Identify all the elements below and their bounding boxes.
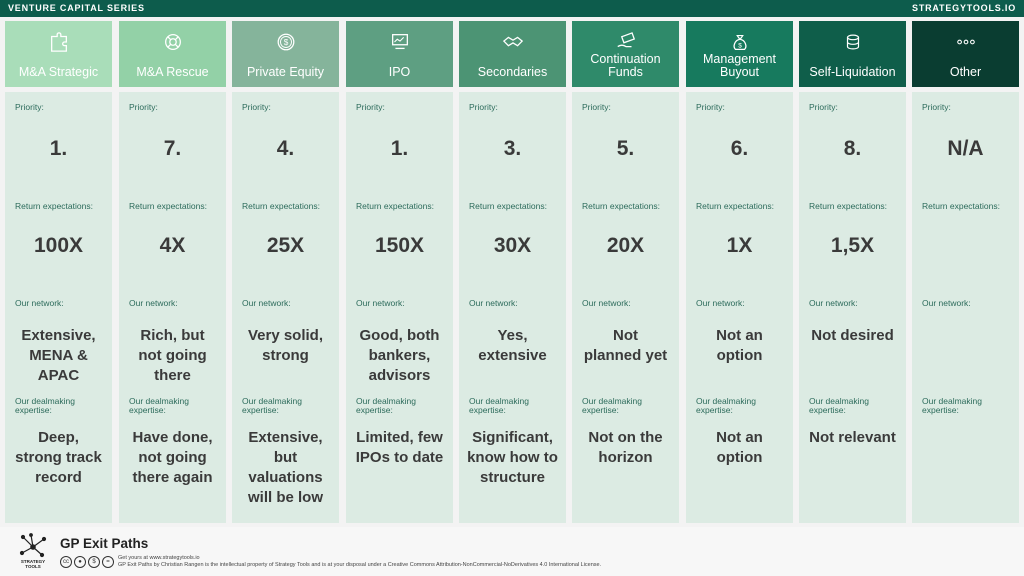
cc-license-icons <box>60 556 114 568</box>
expertise-text: but <box>273 449 298 466</box>
svg-text:$: $ <box>283 38 288 48</box>
priority-label: Priority: <box>356 102 385 112</box>
priority-value: 6. <box>730 137 749 160</box>
column-title <box>346 66 453 79</box>
column-body <box>572 92 679 523</box>
expertise-text: not going <box>138 449 207 466</box>
column-header <box>5 21 112 87</box>
expertise-text: strong track <box>15 449 102 466</box>
priority-value: 1. <box>390 137 409 160</box>
return-label: Return expectations: <box>922 201 1000 211</box>
stock-screen-icon <box>346 31 453 53</box>
svg-text:STRATEGY: STRATEGY <box>20 559 46 564</box>
network-label: Our network: <box>129 298 178 308</box>
exit-path-column <box>686 21 793 466</box>
network-text: Not desired <box>811 327 894 344</box>
column-title-line: Private Equity <box>246 65 325 79</box>
expertise-text: valuations <box>248 469 323 486</box>
column-title-line: Buyout <box>720 65 759 79</box>
priority-label: Priority: <box>809 102 838 112</box>
return-label: Return expectations: <box>242 201 320 211</box>
return-label: Return expectations: <box>696 201 774 211</box>
column-header <box>572 21 679 87</box>
column-title-line: Continuation <box>590 52 661 66</box>
priority-label: Priority: <box>582 102 611 112</box>
priority-label: Priority: <box>15 102 44 112</box>
expertise-label: Our dealmaking <box>129 396 190 406</box>
column-title <box>912 66 1019 79</box>
priority-value: 3. <box>503 137 522 160</box>
return-value: 1,5X <box>830 234 875 257</box>
priority-value: N/A <box>947 137 984 160</box>
column-body <box>912 92 1019 523</box>
network-text: APAC <box>37 367 80 384</box>
expertise-label: expertise: <box>356 405 393 415</box>
column-title-line: IPO <box>388 65 411 79</box>
expertise-text: Not on the <box>588 429 663 446</box>
column-body <box>232 92 339 523</box>
expertise-text: know how to <box>467 449 558 466</box>
column-body <box>459 92 566 523</box>
website-label: STRATEGYTOOLS.IO <box>912 3 1016 13</box>
priority-label: Priority: <box>469 102 498 112</box>
handshake-icon <box>459 31 566 53</box>
exit-path-column <box>232 21 339 506</box>
return-value: 20X <box>606 234 645 257</box>
column-body <box>346 92 453 523</box>
column-body <box>686 92 793 523</box>
network-text: extensive <box>478 347 547 364</box>
by-icon: ● <box>74 556 86 568</box>
network-text: there <box>154 367 191 384</box>
dots-icon <box>912 31 1019 53</box>
coin-icon <box>232 31 339 53</box>
network-text: bankers, <box>368 347 431 364</box>
network-text: Yes, <box>497 327 528 344</box>
network-text: Extensive, <box>21 327 96 344</box>
column-title-line: Funds <box>608 65 643 79</box>
expertise-text: Limited, few <box>356 429 443 446</box>
svg-text:TOOLS: TOOLS <box>25 564 41 569</box>
network-text: not going <box>138 347 207 364</box>
footer-title: GP Exit Paths <box>60 536 149 551</box>
strategy-tools-logo <box>18 533 48 569</box>
network-text: strong <box>262 347 309 364</box>
priority-label: Priority: <box>129 102 158 112</box>
expertise-label: expertise: <box>809 405 846 415</box>
network-text: Not <box>613 327 638 344</box>
priority-label: Priority: <box>242 102 271 112</box>
exit-path-column <box>459 21 566 486</box>
expertise-label: Our dealmaking <box>582 396 643 406</box>
expertise-label: expertise: <box>696 405 733 415</box>
column-title <box>799 66 906 79</box>
priority-value: 1. <box>49 137 68 160</box>
exit-path-column <box>799 21 906 446</box>
top-bar <box>0 0 1024 17</box>
network-text: planned yet <box>583 347 668 364</box>
network-label: Our network: <box>356 298 405 308</box>
coin-stack-icon <box>799 31 906 53</box>
exit-path-column <box>5 21 112 486</box>
network-text: Good, both <box>359 327 440 344</box>
expertise-text: Significant, <box>472 429 553 446</box>
return-label: Return expectations: <box>15 201 93 211</box>
network-text: MENA & <box>29 347 88 364</box>
network-label: Our network: <box>582 298 631 308</box>
column-title <box>572 53 679 79</box>
return-value: 150X <box>374 234 425 257</box>
column-title-line: Other <box>949 65 982 79</box>
priority-value: 4. <box>276 137 295 160</box>
column-body <box>119 92 226 523</box>
column-header <box>799 21 906 87</box>
series-label: VENTURE CAPITAL SERIES <box>8 3 145 13</box>
network-label: Our network: <box>696 298 745 308</box>
return-value: 1X <box>726 234 753 257</box>
expertise-text: option <box>716 449 763 466</box>
network-text: advisors <box>368 367 431 384</box>
column-header <box>912 21 1019 87</box>
expertise-label: expertise: <box>469 405 506 415</box>
expertise-label: Our dealmaking <box>242 396 303 406</box>
expertise-text: record <box>35 469 82 486</box>
return-label: Return expectations: <box>129 201 207 211</box>
network-text: Not an <box>716 327 763 344</box>
exit-path-column <box>572 21 679 466</box>
svg-text:$: $ <box>737 42 742 50</box>
puzzle-icon <box>5 31 112 53</box>
network-label: Our network: <box>809 298 858 308</box>
exit-path-column <box>119 21 226 486</box>
footer <box>0 527 1024 576</box>
network-label: Our network: <box>15 298 64 308</box>
column-title <box>232 66 339 79</box>
column-title <box>686 53 793 79</box>
return-label: Return expectations: <box>582 201 660 211</box>
expertise-label: expertise: <box>242 405 279 415</box>
return-value: 4X <box>159 234 186 257</box>
network-text: option <box>716 347 763 364</box>
expertise-label: Our dealmaking <box>15 396 76 406</box>
nc-icon: $ <box>88 556 100 568</box>
footer-line-1: Get yours at www.strategytools.io <box>118 555 200 561</box>
column-title-line: Secondaries <box>477 65 548 79</box>
nd-icon: = <box>102 556 114 568</box>
expertise-text: structure <box>479 469 546 486</box>
expertise-text: horizon <box>598 449 653 466</box>
money-bag-icon <box>686 31 793 53</box>
return-label: Return expectations: <box>356 201 434 211</box>
column-title-line: Self-Liquidation <box>809 65 896 79</box>
column-header <box>346 21 453 87</box>
expertise-text: Not an <box>716 429 763 446</box>
column-body <box>799 92 906 523</box>
expertise-text: IPOs to date <box>355 449 444 466</box>
return-value: 30X <box>493 234 532 257</box>
column-title-line: Management <box>703 52 776 66</box>
expertise-text: Not relevant <box>809 429 896 446</box>
priority-value: 7. <box>163 137 182 160</box>
expertise-label: Our dealmaking <box>696 396 757 406</box>
lifebuoy-icon <box>119 31 226 53</box>
priority-label: Priority: <box>696 102 725 112</box>
priority-value: 5. <box>616 137 635 160</box>
network-label: Our network: <box>242 298 291 308</box>
expertise-label: Our dealmaking <box>809 396 870 406</box>
expertise-label: expertise: <box>15 405 52 415</box>
expertise-label: Our dealmaking <box>922 396 983 406</box>
expertise-label: expertise: <box>922 405 959 415</box>
exit-path-column <box>346 21 453 466</box>
column-header <box>232 21 339 87</box>
expertise-text: will be low <box>247 489 323 506</box>
column-header <box>459 21 566 87</box>
expertise-text: Extensive, <box>248 429 323 446</box>
expertise-label: expertise: <box>582 405 619 415</box>
column-title-line: M&A Rescue <box>136 65 209 79</box>
column-title-line: M&A Strategic <box>18 65 99 79</box>
footer-line-2: GP Exit Paths by Christian Rangen is the intellectual property of Strategy Tools and is at your disposal under a Creative Commons Attribution-NonCommercial-NoDerivatives 4.0 International License. <box>118 562 602 568</box>
return-value: 100X <box>33 234 84 257</box>
column-body <box>5 92 112 523</box>
expertise-label: Our dealmaking <box>469 396 530 406</box>
column-title <box>119 66 226 79</box>
expertise-text: there again <box>132 469 213 486</box>
column-header <box>119 21 226 87</box>
network-text: Rich, but <box>140 327 205 344</box>
return-value: 25X <box>266 234 305 257</box>
exit-path-column <box>912 21 1019 415</box>
column-title <box>5 66 112 79</box>
return-label: Return expectations: <box>809 201 887 211</box>
network-text: Very solid, <box>247 327 324 344</box>
expertise-text: Have done, <box>132 429 213 446</box>
expertise-label: expertise: <box>129 405 166 415</box>
money-hand-icon <box>572 31 679 53</box>
expertise-text: Deep, <box>38 429 79 446</box>
expertise-label: Our dealmaking <box>356 396 417 406</box>
priority-value: 8. <box>843 137 862 160</box>
cc-icon: cc <box>60 556 72 568</box>
column-title <box>459 66 566 79</box>
network-label: Our network: <box>922 298 971 308</box>
column-header <box>686 21 793 87</box>
priority-label: Priority: <box>922 102 951 112</box>
network-label: Our network: <box>469 298 518 308</box>
return-label: Return expectations: <box>469 201 547 211</box>
